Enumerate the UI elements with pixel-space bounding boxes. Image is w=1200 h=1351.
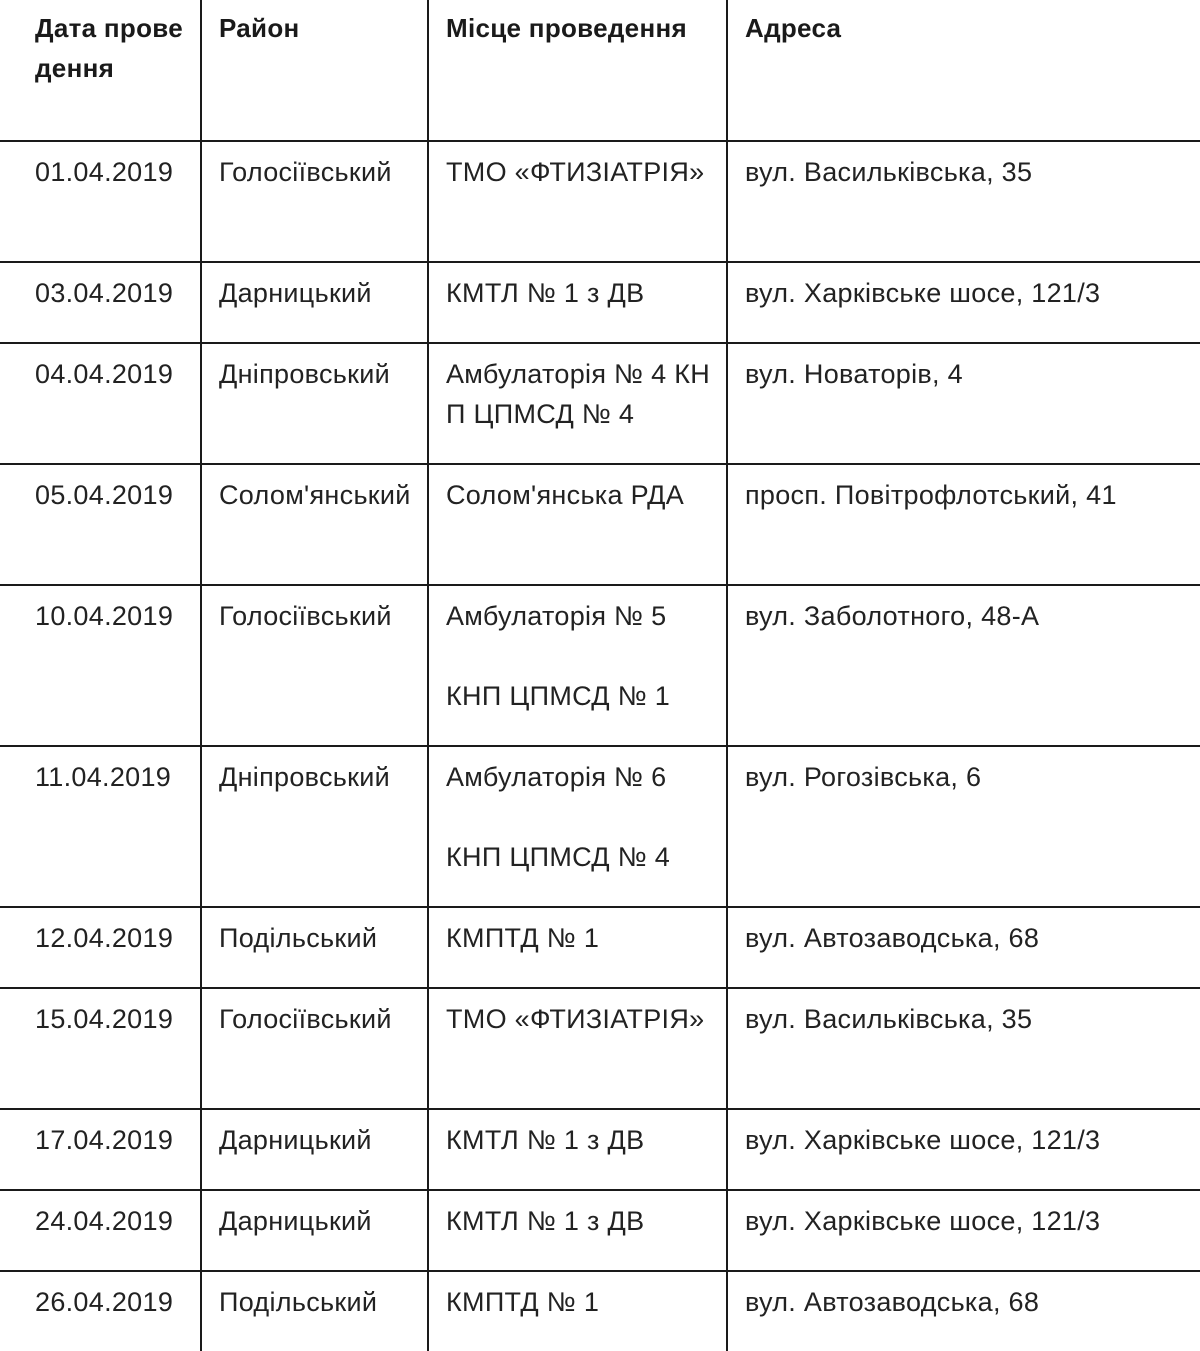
cell-date: 05.04.2019 [0, 464, 201, 585]
cell-date: 01.04.2019 [0, 141, 201, 262]
cell-district: Солом'янський [201, 464, 428, 585]
cell-date: 17.04.2019 [0, 1109, 201, 1190]
cell-district: Подільський [201, 1271, 428, 1351]
table-header-row [0, 0, 1200, 141]
cell-address: вул. Заболотного, 48-А [727, 585, 1200, 746]
table-row [0, 343, 1200, 464]
cell-date: 10.04.2019 [0, 585, 201, 746]
cell-venue [428, 746, 727, 907]
cell-venue [428, 585, 727, 746]
header-venue: Місце проведення [428, 0, 727, 141]
table-row [0, 141, 1200, 262]
cell-address: вул. Рогозівська, 6 [727, 746, 1200, 907]
table-row [0, 1190, 1200, 1271]
cell-address: вул. Харківське шосе, 121/3 [727, 262, 1200, 343]
table-row [0, 464, 1200, 585]
table-row [0, 988, 1200, 1109]
cell-district: Подільський [201, 907, 428, 988]
cell-district: Голосіївський [201, 141, 428, 262]
table-row [0, 262, 1200, 343]
cell-district: Дніпровський [201, 343, 428, 464]
venue-line-2: КНП ЦПМСД № 1 [446, 681, 671, 711]
cell-address: вул. Васильківська, 35 [727, 141, 1200, 262]
header-date: Дата проведення [0, 0, 201, 141]
cell-date: 12.04.2019 [0, 907, 201, 988]
cell-address: вул. Харківське шосе, 121/3 [727, 1190, 1200, 1271]
cell-address: вул. Новаторів, 4 [727, 343, 1200, 464]
table-row [0, 1271, 1200, 1351]
cell-address: вул. Харківське шосе, 121/3 [727, 1109, 1200, 1190]
cell-venue: КМТЛ № 1 з ДВ [428, 1190, 727, 1271]
table-row [0, 585, 1200, 746]
cell-district: Дарницький [201, 1190, 428, 1271]
table-row [0, 746, 1200, 907]
venue-line-2: КНП ЦПМСД № 4 [446, 842, 671, 872]
header-district: Район [201, 0, 428, 141]
cell-venue: КМТЛ № 1 з ДВ [428, 1109, 727, 1190]
cell-date: 04.04.2019 [0, 343, 201, 464]
cell-district: Голосіївський [201, 585, 428, 746]
cell-address: вул. Автозаводська, 68 [727, 907, 1200, 988]
cell-district: Дарницький [201, 262, 428, 343]
cell-address: вул. Васильківська, 35 [727, 988, 1200, 1109]
venue-gap [446, 636, 716, 676]
cell-district: Дніпровський [201, 746, 428, 907]
cell-venue: КМТЛ № 1 з ДВ [428, 262, 727, 343]
cell-date: 24.04.2019 [0, 1190, 201, 1271]
cell-venue: Солом'янська РДА [428, 464, 727, 585]
header-address: Адреса [727, 0, 1200, 141]
cell-date: 03.04.2019 [0, 262, 201, 343]
cell-venue: Амбулаторія № 4 КНП ЦПМСД № 4 [428, 343, 727, 464]
cell-address: вул. Автозаводська, 68 [727, 1271, 1200, 1351]
cell-district: Голосіївський [201, 988, 428, 1109]
cell-venue: ТМО «ФТИЗІАТРІЯ» [428, 141, 727, 262]
venue-gap [446, 797, 716, 837]
cell-venue: КМПТД № 1 [428, 1271, 727, 1351]
cell-venue: КМПТД № 1 [428, 907, 727, 988]
table-row [0, 907, 1200, 988]
cell-date: 11.04.2019 [0, 746, 201, 907]
cell-district: Дарницький [201, 1109, 428, 1190]
cell-address: просп. Повітрофлотський, 41 [727, 464, 1200, 585]
cell-date: 26.04.2019 [35, 1287, 174, 1317]
table-row [0, 1109, 1200, 1190]
venue-line-1: Амбулаторія № 6 [446, 762, 667, 792]
venue-line-1: Амбулаторія № 5 [446, 601, 667, 631]
cell-date: 15.04.2019 [0, 988, 201, 1109]
cell-venue: ТМО «ФТИЗІАТРІЯ» [428, 988, 727, 1109]
